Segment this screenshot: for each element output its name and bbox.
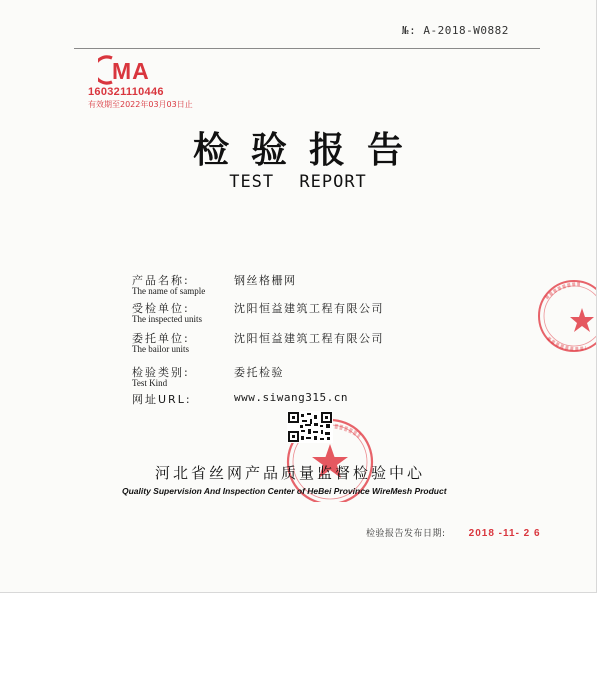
qr-code-icon[interactable] <box>287 411 333 443</box>
cma-cert-number: 160321110446 <box>88 86 164 98</box>
cma-logo-text: MA <box>112 58 150 84</box>
field-inspected-unit <box>132 300 512 328</box>
field-label-en: The bailor units <box>132 344 189 354</box>
field-label-en: The inspected units <box>132 314 202 324</box>
field-value: 委托检验 <box>234 366 284 379</box>
cma-logo <box>98 55 164 85</box>
field-bailor-unit <box>132 330 512 358</box>
report-title-en: TEST REPORT <box>229 172 367 192</box>
issue-date-row <box>366 521 541 540</box>
report-title-cn: 检验报告 <box>192 129 425 171</box>
field-label-cn: 网址URL: <box>132 393 192 406</box>
issuer-name-cn: 河北省丝网产品质量监督检验中心 <box>155 464 426 482</box>
issue-date-value: 2018 -11- 2 6 <box>468 528 541 539</box>
field-value: 沈阳恒益建筑工程有限公司 <box>234 302 384 315</box>
field-label-cn: 委托单位: <box>132 332 190 345</box>
field-value: 钢丝格栅网 <box>234 274 297 287</box>
field-label-cn: 受检单位: <box>132 302 190 315</box>
field-test-kind <box>132 364 512 392</box>
field-label-en: The name of sample <box>132 286 206 296</box>
field-sample-name <box>132 272 512 300</box>
top-divider <box>74 48 540 49</box>
field-value: 沈阳恒益建筑工程有限公司 <box>234 332 384 345</box>
field-label-en: Test Kind <box>132 378 168 388</box>
issuer-name-en: Quality Supervision And Inspection Center of HeBei Province WireMesh Product <box>122 486 447 496</box>
field-label-cn: 检验类别: <box>132 366 190 379</box>
field-label-cn: 产品名称: <box>132 274 190 287</box>
cma-certification-mark <box>88 55 193 111</box>
seal-star-icon <box>570 308 594 332</box>
cma-validity: 有效期至2022年03月03日止 <box>88 100 193 109</box>
inspection-seal-stamp <box>530 276 596 356</box>
issue-date-label: 检验报告发布日期: <box>366 529 446 539</box>
report-number: №: A-2018-W0882 <box>402 24 509 37</box>
field-value-url[interactable]: www.siwang315.cn <box>234 391 348 404</box>
